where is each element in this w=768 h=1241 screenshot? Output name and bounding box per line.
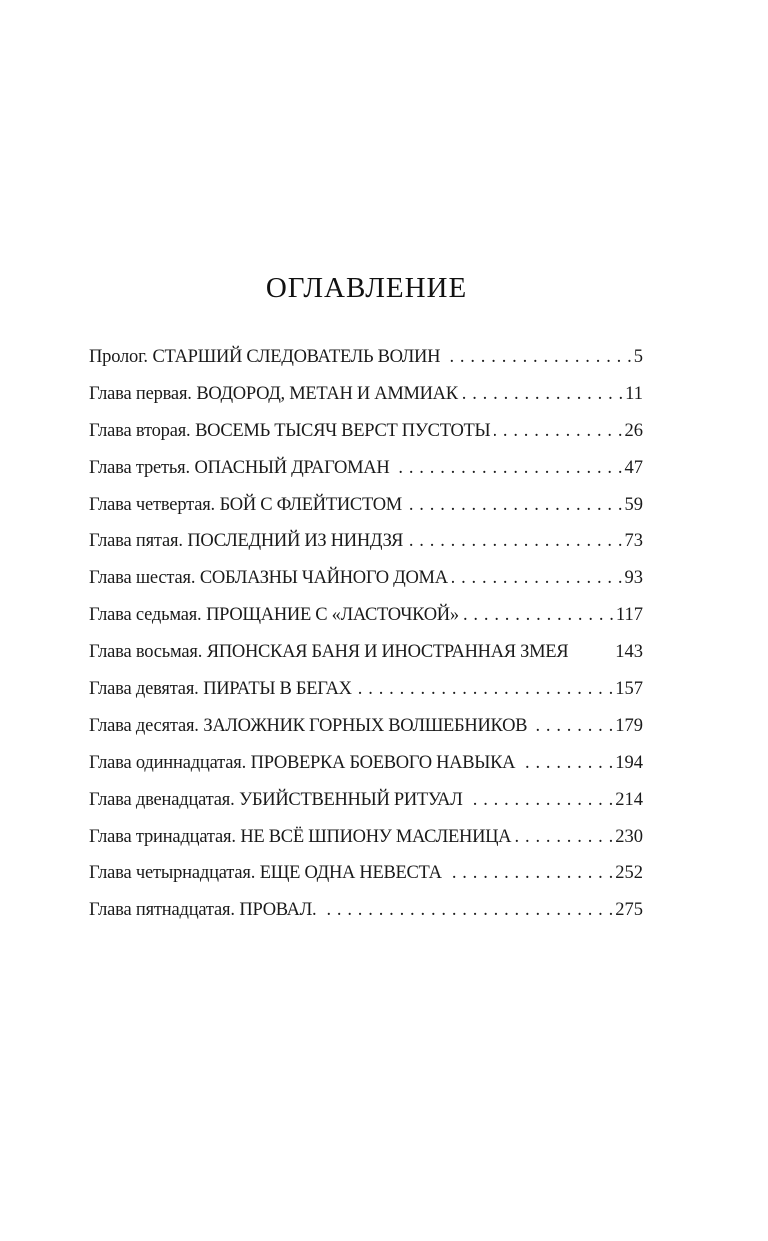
entry-label: Глава двенадцатая. — [89, 789, 235, 810]
dot-leader — [531, 712, 613, 740]
entry-page-number: 214 — [615, 789, 643, 810]
table-of-contents — [89, 343, 643, 933]
dot-leader — [519, 749, 613, 777]
entry-label: Глава третья. — [89, 457, 190, 478]
entry-chapter-title: НЕ ВСЁ ШПИОНУ МАСЛЕНИЦА — [240, 826, 512, 847]
entry-chapter-title: БОЙ С ФЛЕЙТИСТОМ — [219, 494, 402, 515]
entry-page-number: 252 — [615, 863, 643, 884]
toc-entry-chapter-8[interactable] — [89, 638, 643, 675]
entry-page-number: 5 — [633, 347, 643, 367]
entry-label: Глава одиннадцатая. — [89, 752, 247, 773]
dot-leader — [406, 491, 623, 519]
entry-chapter-title: ЗАЛОЖНИК ГОРНЫХ ВОЛШЕБНИКОВ — [203, 715, 528, 736]
entry-page-number: 59 — [624, 494, 643, 515]
dot-leader — [515, 823, 613, 851]
entry-chapter-title: УБИЙСТВЕННЫЙ РИТУАЛ — [239, 789, 463, 810]
entry-label: Глава девятая. — [89, 679, 199, 700]
entry-chapter-title: ЯПОНСКАЯ БАНЯ И ИНОСТРАННАЯ ЗМЕЯ — [206, 642, 569, 663]
entry-chapter-title: СОБЛАЗНЫ ЧАЙНОГО ДОМА — [199, 568, 448, 589]
toc-entry-chapter-7[interactable] — [89, 601, 643, 638]
entry-chapter-title: ВОСЕМЬ ТЫСЯЧ ВЕРСТ ПУСТОТЫ — [195, 420, 491, 441]
entry-label: Глава пятая. — [89, 531, 183, 552]
toc-entry-chapter-11[interactable] — [89, 749, 643, 786]
entry-page-number: 73 — [624, 531, 643, 552]
entry-label: Глава вторая. — [89, 420, 191, 441]
dot-leader — [446, 859, 614, 887]
entry-chapter-title: ПОСЛЕДНИЙ ИЗ НИНДЗЯ — [187, 531, 403, 552]
entry-chapter-title: ПРОВЕРКА БОЕВОГО НАВЫКА — [250, 752, 516, 773]
dot-leader — [452, 564, 623, 592]
entry-page-number: 93 — [624, 568, 643, 589]
dot-leader — [444, 343, 632, 371]
entry-page-number: 47 — [624, 457, 643, 478]
entry-label: Глава пятнадцатая. — [89, 900, 235, 921]
entry-label: Глава десятая. — [89, 715, 199, 736]
entry-label: Глава тринадцатая. — [89, 826, 236, 847]
entry-page-number: 117 — [615, 605, 643, 626]
toc-entry-chapter-1[interactable] — [89, 380, 643, 417]
toc-entry-chapter-3[interactable] — [89, 454, 643, 491]
toc-entry-chapter-15[interactable] — [89, 896, 643, 933]
entry-chapter-title: ОПАСНЫЙ ДРАГОМАН — [194, 457, 390, 478]
entry-page-number: 11 — [625, 383, 643, 404]
entry-label: Глава шестая. — [89, 568, 196, 589]
entry-label: Пролог. — [89, 347, 148, 367]
entry-page-number: 179 — [615, 715, 643, 736]
toc-entry-chapter-13[interactable] — [89, 823, 643, 860]
dot-leader — [463, 601, 614, 629]
toc-entry-chapter-10[interactable] — [89, 712, 643, 749]
entry-chapter-title: ЕЩЕ ОДНА НЕВЕСТА — [259, 863, 442, 884]
entry-page-number: 230 — [615, 826, 643, 847]
entry-label: Глава четвертая. — [89, 494, 215, 515]
toc-entry-chapter-14[interactable] — [89, 859, 643, 896]
entry-label: Глава первая. — [89, 383, 192, 404]
toc-entry-chapter-2[interactable] — [89, 417, 643, 454]
dot-leader — [393, 454, 622, 482]
dot-leader — [407, 527, 623, 555]
toc-entry-chapter-5[interactable] — [89, 527, 643, 564]
toc-entry-chapter-9[interactable] — [89, 675, 643, 712]
entry-page-number: 143 — [615, 642, 643, 663]
toc-entry-prologue[interactable] — [89, 343, 643, 380]
dot-leader — [356, 675, 614, 703]
entry-chapter-title: ПРОВАЛ. — [239, 900, 317, 921]
entry-chapter-title: ВОДОРОД, МЕТАН И АММИАК — [196, 383, 458, 404]
entry-label: Глава восьмая. — [89, 642, 203, 663]
entry-page-number: 157 — [615, 679, 643, 700]
entry-page-number: 26 — [624, 420, 643, 441]
entry-label: Глава четырнадцатая. — [89, 863, 256, 884]
toc-entry-chapter-6[interactable] — [89, 564, 643, 601]
entry-page-number: 275 — [615, 900, 643, 921]
dot-leader — [494, 417, 622, 445]
dot-leader — [462, 380, 623, 408]
dot-leader — [466, 786, 613, 814]
entry-chapter-title: ПИРАТЫ В БЕГАХ — [203, 679, 352, 700]
entry-chapter-title: ПРОЩАНИЕ С «ЛАСТОЧКОЙ» — [206, 605, 459, 626]
dot-leader — [320, 896, 613, 924]
entry-chapter-title: СТАРШИЙ СЛЕДОВАТЕЛЬ ВОЛИН — [152, 347, 441, 367]
entry-page-number: 194 — [615, 752, 643, 773]
page-title: ОГЛАВЛЕНИЕ — [265, 272, 468, 304]
toc-entry-chapter-12[interactable] — [89, 786, 643, 823]
toc-entry-chapter-4[interactable] — [89, 491, 643, 528]
entry-label: Глава седьмая. — [89, 605, 202, 626]
